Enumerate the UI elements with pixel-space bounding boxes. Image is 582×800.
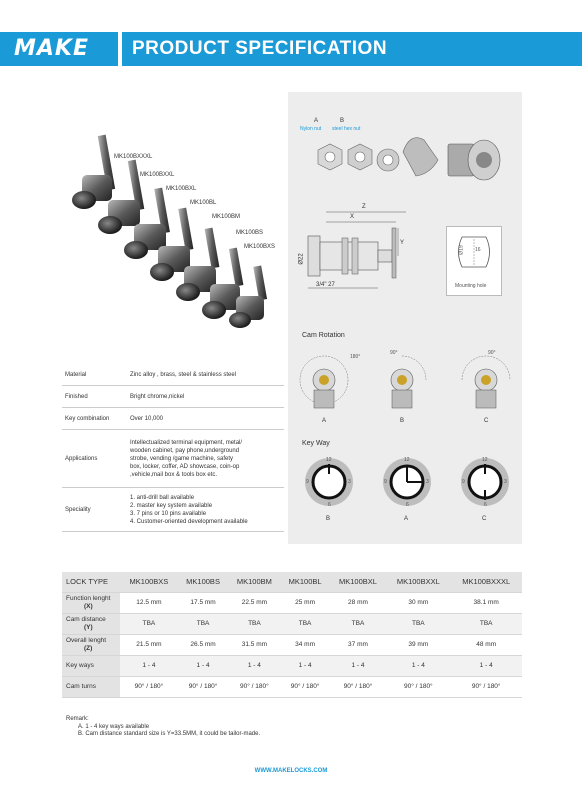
table-header-row [62,572,522,592]
hole-flat: 16 [475,247,481,253]
table-cell: TBA [178,613,228,634]
model-label: MK100BS [236,230,264,236]
table-cell: 38.1 mm [450,592,522,613]
spec-key: Finished [65,393,88,400]
spec-key: Speciality [65,506,91,513]
row-header: Cam turns [62,676,120,697]
key-way-label-b: B [326,516,331,522]
table-cell: 90° / 180° [178,676,228,697]
row-header [62,613,120,634]
table-cell: TBA [450,613,522,634]
footer-url[interactable]: WWW.MAKELOCKS.COM [254,768,328,774]
cam-label-a: A [322,418,327,424]
exploded-view-diagram [298,132,518,202]
spec-line: 1. anti-drill ball available [130,494,195,501]
table-cell: 1 - 4 [450,655,522,676]
remark-block [66,716,260,739]
table-cell: 30 mm [386,592,450,613]
table-cell: 1 - 4 [386,655,450,676]
mounting-hole-icon [447,227,501,277]
key-3: 3 [504,479,507,485]
logo-text: MAKE [14,36,89,61]
remark-b: B. Cam distance standard size is Y=33.5MM, it could be tailor-made. [78,731,261,737]
model-label: MK100BXL [166,186,197,192]
spec-line: wooden cabinet, pay phone,underground [130,447,240,454]
key-3: 3 [348,479,351,485]
key-way-title: Key Way [302,440,330,447]
header-bar [0,32,582,66]
spec-line: Zinc alloy , brass, steel & stainless steel [130,371,237,378]
table-cell: TBA [281,613,330,634]
spec-key: Key combination [65,415,110,422]
dim-thread: 3/4" 27 [316,282,335,288]
spec-line: 4. Customer-oriented development available [130,518,248,525]
spec-line: ,vehicle,mail box & tools box etc. [130,471,218,478]
table-cell: 90° / 180° [450,676,522,697]
spec-value [126,488,284,531]
spec-table [62,364,284,532]
table-cell: 37 mm [330,634,387,655]
logo [0,32,118,66]
table-cell: 31.5 mm [228,634,280,655]
row-label: Function lenght [66,594,111,602]
table-cell: 90° / 180° [120,676,178,697]
table-cell: 48 mm [450,634,522,655]
table-cell: 39 mm [386,634,450,655]
spec-row-key-combination [62,408,284,430]
table-cell: 22.5 mm [228,592,280,613]
row-header [62,592,120,613]
spec-row-material [62,364,284,386]
row-header [62,634,120,655]
spec-row-speciality [62,488,284,532]
column-header: MK100BXXL [386,572,450,592]
table-cell: 1 - 4 [281,655,330,676]
part-a-label: A [314,118,319,124]
spec-line: Intellectualized terminal equipment, metal/ [130,439,243,446]
spec-line: 2. master key system available [130,502,213,509]
column-header: MK100BXS [120,572,178,592]
key-way-label-c: C [482,516,487,522]
spec-row-applications [62,430,284,488]
table-row [62,655,522,676]
column-header: LOCK TYPE [62,572,120,592]
spec-line: 3. 7 pins or 10 pins available [130,510,207,517]
hole-diameter: Ø19 [458,245,465,255]
key-9: 9 [384,479,387,485]
key-12: 12 [326,457,332,463]
cam-rotation-diagram [294,344,520,424]
spec-line: box, locker, coffer, AD showcase, coin-op [130,463,240,470]
product-photo [60,130,290,360]
table-cell: TBA [386,613,450,634]
key-9: 9 [306,479,309,485]
table-cell: 12.5 mm [120,592,178,613]
table-cell: TBA [228,613,280,634]
table-cell: 25 mm [281,592,330,613]
spec-value [126,408,284,429]
spec-key: Applications [65,455,98,462]
spec-row-finished [62,386,284,408]
key-way-label-a: A [404,516,409,522]
remark-a: A. 1 - 4 key ways available [78,723,150,730]
table-cell: 90° / 180° [330,676,387,697]
cam-deg-90-c: 90° [488,350,496,356]
remark-title: Remark: [66,716,89,722]
table-cell: 1 - 4 [178,655,228,676]
column-header: MK100BM [228,572,280,592]
key-12: 12 [404,457,410,463]
key-12: 12 [482,457,488,463]
spec-line: Over 10,000 [130,415,164,422]
spec-value [126,364,284,385]
page-title: PRODUCT SPECIFICATION [132,38,388,59]
lock-type-table [62,572,522,698]
column-header: MK100BXXXL [450,572,522,592]
row-sub: (X) [84,602,93,610]
spec-key: Material [65,371,87,378]
key-3: 3 [426,479,429,485]
row-header: Key ways [62,655,120,676]
model-label: MK100BXXL [140,172,175,178]
row-label: Cam distance [66,615,106,623]
dim-diameter: Ø22 [298,253,305,265]
key-9: 9 [462,479,465,485]
table-cell: 1 - 4 [120,655,178,676]
model-label: MK100BL [190,200,217,206]
title-banner [122,32,582,66]
table-cell: TBA [120,613,178,634]
cam-label-c: C [484,418,489,424]
model-label: MK100BM [212,214,241,220]
mounting-hole-box [446,226,502,296]
row-label: Overall lenght [66,636,107,644]
key-6: 6 [328,502,331,508]
table-cell: 90° / 180° [386,676,450,697]
model-label: MK100BXXXL [114,154,153,160]
spec-value [126,386,284,407]
table-cell: 90° / 180° [281,676,330,697]
steel-hex-nut-label: steel hex nut [332,126,361,132]
nylon-nut-label: Nylon nut [300,126,322,132]
column-header: MK100BS [178,572,228,592]
dim-z: Z [362,204,366,210]
table-row [62,592,522,613]
table-cell: 17.5 mm [178,592,228,613]
spec-value [126,430,284,487]
mounting-hole-label: Mounting hole [455,283,487,289]
table-cell: 21.5 mm [120,634,178,655]
part-b-label: B [340,118,345,124]
technical-drawing-panel [288,92,522,544]
dim-y: Y [400,240,405,246]
dim-x: X [350,214,355,220]
table-cell: 1 - 4 [330,655,387,676]
spec-line: strobe, vending /game machine, safety [130,455,234,462]
cam-label-b: B [400,418,405,424]
table-cell: 28 mm [330,592,387,613]
cam-rotation-title: Cam Rotation [302,332,345,339]
table-row [62,634,522,655]
table-cell: 34 mm [281,634,330,655]
row-sub: (Z) [84,644,93,652]
table-row [62,613,522,634]
row-sub: (Y) [84,623,93,631]
key-6: 6 [484,502,487,508]
table-cell: 90° / 180° [228,676,280,697]
column-header: MK100BXL [330,572,387,592]
table-cell: TBA [330,613,387,634]
key-6: 6 [406,502,409,508]
cam-deg-90-b: 90° [390,350,398,356]
table-row [62,676,522,697]
cam-deg-180: 180° [350,354,361,360]
model-label: MK100BXS [244,244,276,250]
table-cell: 26.5 mm [178,634,228,655]
column-header: MK100BL [281,572,330,592]
lock-1 [72,135,115,209]
table-cell: 1 - 4 [228,655,280,676]
spec-line: Bright chrome,nickel [130,393,185,400]
